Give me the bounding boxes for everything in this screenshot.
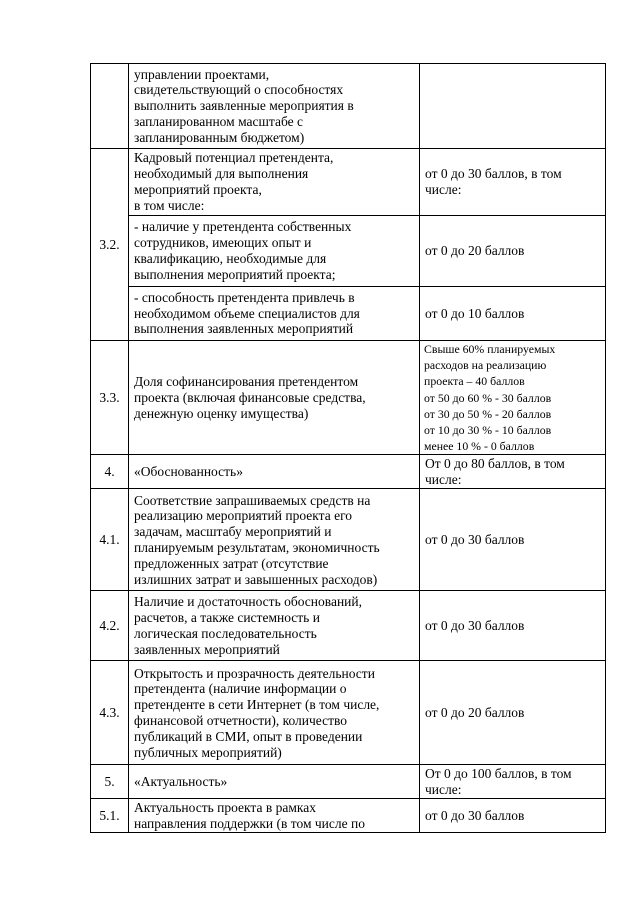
row-number: 4.2. bbox=[91, 591, 129, 661]
criterion-line: денежную оценку имущества) bbox=[134, 405, 309, 421]
score-line: от 0 до 30 баллов bbox=[425, 808, 525, 824]
criterion-line: мероприятий проекта, bbox=[134, 182, 262, 197]
criterion-line: направления поддержки (в том числе по bbox=[134, 815, 365, 831]
criterion-cell bbox=[129, 64, 420, 149]
criterion-line: выполнить заявленные мероприятия в bbox=[134, 98, 354, 114]
score-line: проекта – 40 баллов bbox=[424, 374, 525, 389]
table-row bbox=[91, 216, 606, 287]
table-row bbox=[91, 661, 606, 765]
criterion-cell bbox=[129, 765, 420, 799]
row-number: 3.2. bbox=[91, 149, 129, 341]
criteria-table bbox=[90, 63, 606, 833]
criterion-line: выполнения мероприятий проекта; bbox=[134, 266, 336, 282]
row-number: 3.3. bbox=[91, 341, 129, 455]
criterion-cell bbox=[129, 591, 420, 661]
criterion-line: публичных мероприятий) bbox=[134, 744, 282, 760]
criterion-line: претендента (наличие информации о bbox=[134, 681, 347, 697]
criterion-cell bbox=[129, 149, 420, 216]
criterion-line: выполнения заявленных мероприятий bbox=[134, 321, 354, 337]
table-row bbox=[91, 489, 606, 591]
criterion-line: задачам, масштабу мероприятий и bbox=[134, 524, 332, 540]
score-cell bbox=[420, 799, 606, 833]
row-number: 4. bbox=[91, 455, 129, 489]
table-row bbox=[91, 64, 606, 149]
criterion-line: Открытость и прозрачность деятельности bbox=[134, 665, 375, 681]
criterion-line: необходимый для выполнения bbox=[134, 166, 309, 182]
row-number: 4.1. bbox=[91, 489, 129, 591]
score-line: от 0 до 30 баллов bbox=[425, 532, 525, 548]
table-row bbox=[91, 765, 606, 799]
score-line: от 10 до 30 % - 10 баллов bbox=[424, 423, 552, 438]
criterion-line: финансовой отчетности), количество bbox=[134, 712, 348, 728]
criterion-line: заявленных мероприятий bbox=[134, 641, 280, 657]
row-number: 5.1. bbox=[91, 799, 129, 833]
criterion-line: Кадровый потенциал претендента, bbox=[134, 150, 334, 166]
criterion-line: в том числе: bbox=[134, 197, 205, 213]
score-line: от 0 до 20 баллов bbox=[425, 243, 525, 259]
criterion-cell bbox=[129, 341, 420, 455]
criterion-line: запланированном масштабе с bbox=[134, 113, 304, 129]
score-line: менее 10 % - 0 баллов bbox=[424, 439, 535, 454]
criterion-line: Наличие и достаточность обоснований, bbox=[134, 594, 363, 610]
score-cell bbox=[420, 591, 606, 661]
criterion-line: Соответствие запрашиваемых средств на bbox=[134, 492, 371, 508]
score-cell bbox=[420, 216, 606, 287]
score-line: от 0 до 30 баллов bbox=[425, 618, 525, 634]
row-number: 5. bbox=[91, 765, 129, 799]
score-line: от 0 до 10 баллов bbox=[425, 305, 525, 321]
criterion-line: управлении проектами, bbox=[134, 66, 270, 82]
score-cell bbox=[420, 489, 606, 591]
score-line: от 30 до 50 % - 20 баллов bbox=[424, 406, 552, 421]
table-row bbox=[91, 341, 606, 455]
score-cell bbox=[420, 64, 606, 149]
criterion-line: «Актуальность» bbox=[134, 774, 228, 790]
table-row bbox=[91, 149, 606, 216]
criterion-line: запланированным бюджетом) bbox=[134, 129, 305, 145]
table-row bbox=[91, 455, 606, 489]
table-row bbox=[91, 287, 606, 341]
score-cell bbox=[420, 455, 606, 489]
criterion-cell bbox=[129, 661, 420, 765]
criterion-cell bbox=[129, 455, 420, 489]
criterion-line: необходимом объеме специалистов для bbox=[134, 305, 360, 321]
criterion-line: сотрудников, имеющих опыт и bbox=[134, 235, 312, 251]
criterion-line: Доля софинансирования претендентом bbox=[134, 374, 359, 390]
criterion-cell bbox=[129, 216, 420, 287]
score-cell bbox=[420, 661, 606, 765]
criterion-line: претенденте в сети Интернет (в том числе, bbox=[134, 697, 380, 713]
criterion-line: «Обоснованность» bbox=[134, 464, 243, 480]
score-line: числе: bbox=[425, 781, 462, 797]
criterion-line: - наличие у претендента собственных bbox=[134, 219, 352, 235]
score-line: расходов на реализацию bbox=[424, 358, 547, 373]
criterion-cell bbox=[129, 799, 420, 833]
criterion-cell bbox=[129, 287, 420, 341]
score-cell bbox=[420, 765, 606, 799]
criterion-line: логическая последовательность bbox=[134, 625, 317, 641]
score-line: числе: bbox=[425, 182, 462, 197]
score-line: От 0 до 80 баллов, в том bbox=[425, 456, 565, 472]
score-line: от 50 до 60 % - 30 баллов bbox=[424, 390, 552, 405]
row-number: 4.3. bbox=[91, 661, 129, 765]
criterion-line: планируемым результатам, экономичность bbox=[134, 539, 380, 555]
criterion-line: расчетов, а также системность и bbox=[134, 610, 320, 626]
row-number bbox=[91, 64, 129, 149]
criterion-line: свидетельствующий о способностях bbox=[134, 82, 344, 98]
score-cell bbox=[420, 341, 606, 455]
table-row bbox=[91, 591, 606, 661]
criterion-line: - способность претендента привлечь в bbox=[134, 289, 355, 305]
score-line: от 0 до 30 баллов, в том bbox=[425, 166, 562, 182]
criterion-line: квалификацию, необходимые для bbox=[134, 251, 327, 266]
table-row bbox=[91, 799, 606, 833]
criterion-cell bbox=[129, 489, 420, 591]
criterion-line: предложенных затрат (отсутствие bbox=[134, 555, 329, 571]
score-cell bbox=[420, 149, 606, 216]
score-cell bbox=[420, 287, 606, 341]
criterion-line: реализацию мероприятий проекта его bbox=[134, 508, 353, 524]
score-line: от 0 до 20 баллов bbox=[425, 705, 525, 721]
criterion-line: публикаций в СМИ, опыт в проведении bbox=[134, 728, 363, 744]
score-line: От 0 до 100 баллов, в том bbox=[425, 766, 572, 782]
criterion-line: излишних затрат и завышенных расходов) bbox=[134, 571, 378, 587]
criterion-line: Актуальность проекта в рамках bbox=[134, 800, 316, 816]
score-line: числе: bbox=[425, 471, 462, 487]
score-line: Свыше 60% планируемых bbox=[424, 342, 556, 356]
criterion-line: проекта (включая финансовые средства, bbox=[134, 389, 366, 405]
